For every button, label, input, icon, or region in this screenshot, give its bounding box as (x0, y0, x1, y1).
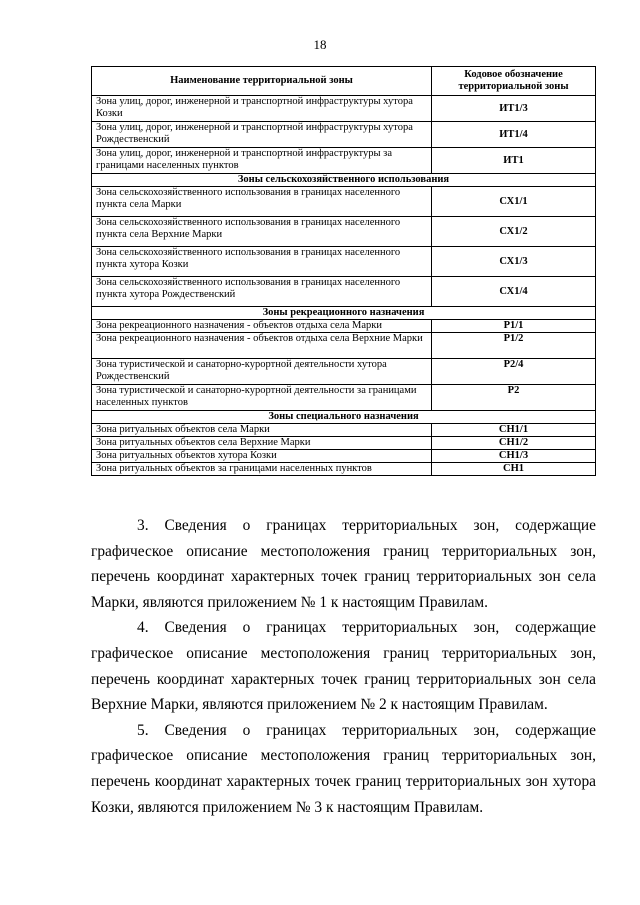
table-row (92, 424, 596, 437)
zone-name-cell: Зона ритуальных объектов за границами населенных пунктов (92, 463, 432, 476)
table-row (92, 333, 596, 359)
paragraph-4: 4. Сведения о границах территориальных зон, содержащие графическое описание местоположения границ территориальных зон, перечень координат характерных точек границ территориальных зон села Верхние Марки, являются приложением № 2 к настоящим Правилам. (91, 619, 596, 714)
zone-code-cell: СН1 (432, 463, 596, 476)
zone-code-cell: СН1/1 (432, 424, 596, 437)
zone-name-cell: Зона ритуальных объектов села Марки (92, 424, 432, 437)
section-title: Зоны сельскохозяйственного использования (92, 174, 596, 187)
zone-name-cell: Зона улиц, дорог, инженерной и транспортной инфраструктуры хутора Козки (92, 96, 432, 122)
page-number: 18 (313, 37, 327, 52)
zone-name-cell: Зона улиц, дорог, инженерной и транспортной инфраструктуры хутора Рождественский (92, 122, 432, 148)
table-row (92, 463, 596, 476)
section-row-agricultural (92, 174, 596, 187)
zone-code-cell: Р1/2 (432, 333, 596, 359)
zones-table (91, 66, 596, 476)
body-text (91, 513, 596, 820)
zone-code-cell: СХ1/1 (432, 187, 596, 217)
table-row (92, 187, 596, 217)
table-header-row (92, 67, 596, 96)
zone-name-cell: Зона туристической и санаторно-курортной деятельности хутора Рождественский (92, 359, 432, 385)
paragraph-3: 3. Сведения о границах территориальных зон, содержащие графическое описание местоположения границ территориальных зон, перечень координат характерных точек границ территориальных зон села Марки, являются приложением № 1 к настоящим Правилам. (91, 517, 596, 611)
table-row (92, 320, 596, 333)
zone-code-cell: СХ1/4 (432, 277, 596, 307)
zone-name-cell: Зона улиц, дорог, инженерной и транспортной инфраструктуры за границами населенных пунктов (92, 148, 432, 174)
section-row-recreational (92, 307, 596, 320)
zone-name-cell: Зона туристической и санаторно-курортной деятельности за границами населенных пунктов (92, 385, 432, 411)
zone-name-cell: Зона сельскохозяйственного использования в границах населенного пункта хутора Козки (92, 247, 432, 277)
zone-name-cell: Зона ритуальных объектов села Верхние Марки (92, 437, 432, 450)
zone-name-cell: Зона рекреационного назначения - объектов отдыха села Марки (92, 320, 432, 333)
header-zone-name: Наименование территориальной зоны (92, 67, 432, 96)
zone-code-cell: ИТ1/3 (432, 96, 596, 122)
table-row (92, 148, 596, 174)
table-row (92, 450, 596, 463)
zone-code-cell: Р1/1 (432, 320, 596, 333)
header-zone-code: Кодовое обозначение территориальной зоны (432, 67, 596, 96)
zone-name-cell: Зона рекреационного назначения - объектов отдыха села Верхние Марки (92, 333, 432, 359)
section-title: Зоны рекреационного назначения (92, 307, 596, 320)
table-row (92, 217, 596, 247)
zone-code-cell: СХ1/2 (432, 217, 596, 247)
zone-name-cell: Зона сельскохозяйственного использования в границах населенного пункта села Марки (92, 187, 432, 217)
table-row (92, 359, 596, 385)
section-title: Зоны специального назначения (92, 411, 596, 424)
zone-code-cell: СН1/3 (432, 450, 596, 463)
table-row (92, 96, 596, 122)
table-row (92, 122, 596, 148)
section-row-special (92, 411, 596, 424)
zone-code-cell: ИТ1/4 (432, 122, 596, 148)
zone-code-cell: Р2/4 (432, 359, 596, 385)
zone-code-cell: СН1/2 (432, 437, 596, 450)
zone-name-cell: Зона сельскохозяйственного использования в границах населенного пункта хутора Рождественский (92, 277, 432, 307)
table-row (92, 437, 596, 450)
zone-name-cell: Зона сельскохозяйственного использования в границах населенного пункта села Верхние Марки (92, 217, 432, 247)
zone-code-cell: Р2 (432, 385, 596, 411)
zone-name-cell: Зона ритуальных объектов хутора Козки (92, 450, 432, 463)
table-row (92, 277, 596, 307)
table-row (92, 247, 596, 277)
paragraph-5: 5. Сведения о границах территориальных зон, содержащие графическое описание местоположения границ территориальных зон, перечень координат характерных точек границ территориальных зон хутора Козки, являются приложением № 3 к настоящим Правилам. (91, 721, 596, 816)
table-row (92, 385, 596, 411)
zone-code-cell: ИТ1 (432, 148, 596, 174)
zone-code-cell: СХ1/3 (432, 247, 596, 277)
